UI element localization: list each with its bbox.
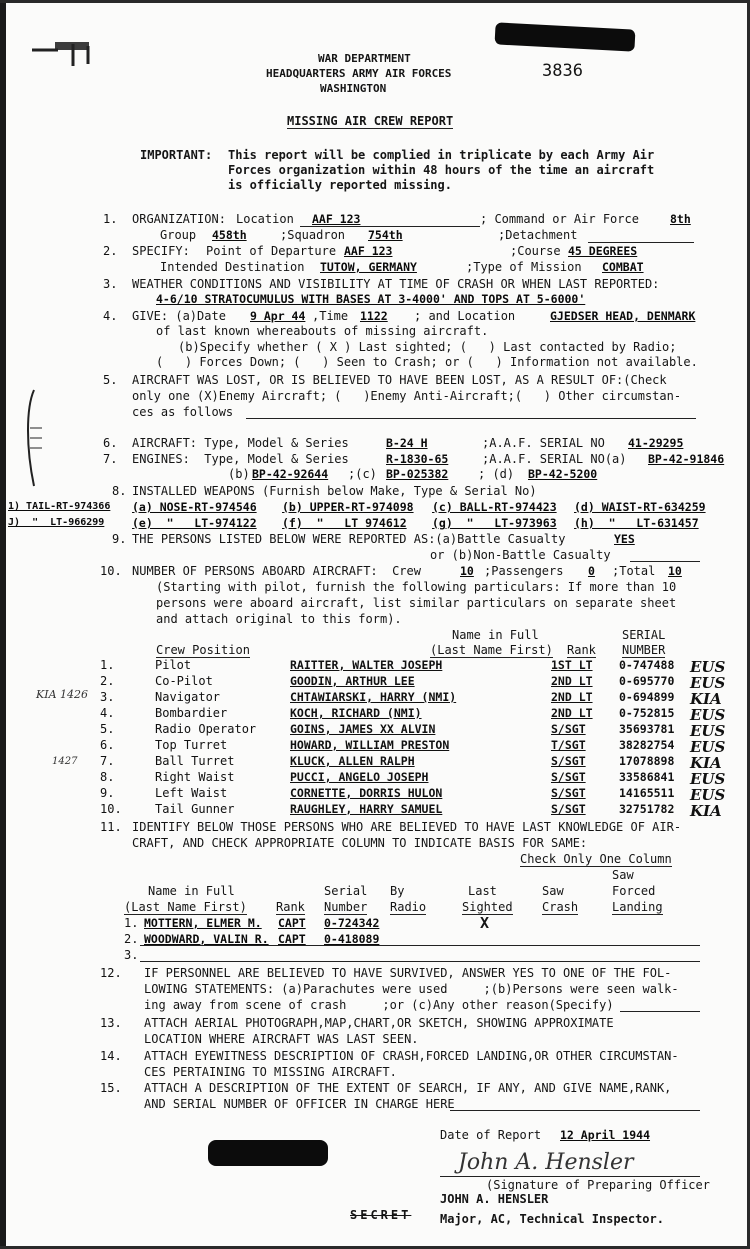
- item2-dest-label: Intended Destination: [160, 260, 305, 274]
- w-header-sighted-1: Last: [468, 884, 497, 898]
- crew-status: EUS: [690, 738, 726, 756]
- dept-heading: WAR DEPARTMENT: [318, 52, 411, 65]
- crew-header-name-1: Name in Full: [452, 628, 539, 642]
- crew-rank: S/SGT: [551, 754, 586, 768]
- item-number-10: 10.: [100, 564, 122, 578]
- important-line-2: Forces organization within 48 hours of the time an aircraft: [228, 163, 655, 177]
- hq-heading: HEADQUARTERS ARMY AIR FORCES: [266, 67, 452, 80]
- item12-line-1: IF PERSONNEL ARE BELIEVED TO HAVE SURVIVED, ANSWER YES TO ONE OF THE FOL-: [144, 966, 672, 980]
- item-number-14: 14.: [100, 1049, 122, 1063]
- crew-status: EUS: [690, 786, 726, 804]
- item9-line-2: or (b)Non-Battle Casualty: [430, 548, 611, 562]
- crew-row-number: 1.: [100, 658, 115, 672]
- w-header-serial-1: Serial: [324, 884, 368, 898]
- crew-position: Tail Gunner: [155, 802, 235, 816]
- crew-serial: 38282754: [619, 738, 675, 752]
- item3-label: WEATHER CONDITIONS AND VISIBILITY AT TIME OF CRASH OR WHEN LAST REPORTED:: [132, 277, 660, 291]
- witness-name: MOTTERN, ELMER M.: [144, 916, 262, 930]
- crew-serial: 0-695770: [619, 674, 675, 688]
- crew-position: Pilot: [155, 658, 192, 672]
- redaction-mark-top-right: [495, 22, 636, 51]
- crew-row: [0, 786, 750, 802]
- item10-pass-label: ;Passengers: [484, 564, 564, 578]
- item5-line-1: AIRCRAFT WAS LOST, OR IS BELIEVED TO HAVE BEEN LOST, AS A RESULT OF:(Check: [132, 373, 667, 387]
- item7-c-label: ;(c): [348, 467, 377, 481]
- city-heading: WASHINGTON: [320, 82, 387, 95]
- crew-row-number: 3.: [100, 690, 115, 704]
- important-label: IMPORTANT:: [140, 148, 213, 162]
- item9-battle-value: YES: [614, 532, 635, 546]
- w-header-forced-1: Forced: [612, 884, 656, 898]
- crew-status: EUS: [690, 706, 726, 724]
- item1-detachment-rule: [588, 242, 694, 243]
- crew-serial: 35693781: [619, 722, 675, 736]
- crew-status: EUS: [690, 658, 726, 676]
- crew-rank: 1ST LT: [551, 658, 593, 672]
- item13-line-1: ATTACH AERIAL PHOTOGRAPH,MAP,CHART,OR SKETCH, SHOWING APPROXIMATE: [144, 1016, 614, 1030]
- file-number: 3836: [542, 61, 583, 81]
- item15-officer-rule: [450, 1110, 700, 1111]
- item7-b-label: (b): [228, 467, 250, 481]
- item10-total-label: ;Total: [612, 564, 656, 578]
- crew-position: Co-Pilot: [155, 674, 213, 688]
- witness-sighted-mark: X: [480, 914, 490, 932]
- item4-line-2: of last known whereabouts of missing aircraft.: [156, 324, 489, 338]
- weapon-tail-2: J) " LT-966299: [8, 517, 105, 528]
- witness-rule-3: [140, 961, 700, 962]
- item11-line-2: CRAFT, AND CHECK APPROPRIATE COLUMN TO INDICATE BASIS FOR SAME:: [132, 836, 588, 850]
- report-title: MISSING AIR CREW REPORT: [287, 114, 454, 128]
- item2-label: SPECIFY:: [132, 244, 190, 258]
- weapon-e: (e) " LT-974122: [132, 516, 257, 530]
- crew-serial: 32751782: [619, 802, 675, 816]
- date-of-report-value: 12 April 1944: [560, 1128, 651, 1142]
- crew-position: Navigator: [155, 690, 221, 704]
- w-header-serial-2: Number: [324, 900, 368, 914]
- signature-rule: [440, 1176, 700, 1177]
- w-header-name-2: (Last Name First): [124, 900, 247, 914]
- item7-serial-a: BP-42-91846: [648, 452, 725, 466]
- item2-mission-value: COMBAT: [602, 260, 644, 274]
- witness-number: 1.: [124, 916, 139, 930]
- margin-note-kia: KIA 1426: [36, 688, 88, 701]
- item9-nonbattle-rule: [630, 561, 700, 562]
- item-number-9: 9.: [112, 532, 127, 546]
- item15-line-1: ATTACH A DESCRIPTION OF THE EXTENT OF SEARCH, IF ANY, AND GIVE NAME,RANK,: [144, 1081, 672, 1095]
- w-header-sighted-2: Sighted: [462, 900, 513, 914]
- top-left-mark-icon: [28, 40, 98, 70]
- crew-row: [0, 754, 750, 770]
- item-number-12: 12.: [100, 966, 122, 980]
- item1-command-label: ; Command or Air Force: [480, 212, 639, 226]
- crew-name: CHTAWIARSKI, HARRY (NMI): [290, 690, 457, 704]
- crew-name: HOWARD, WILLIAM PRESTON: [290, 738, 450, 752]
- crew-name: GOINS, JAMES XX ALVIN: [290, 722, 436, 736]
- item2-course-value: 45 DEGREES: [568, 244, 638, 258]
- important-line-1: This report will be complied in triplicate by each Army Air: [228, 148, 655, 162]
- w-header-crash-2: Crash: [542, 900, 579, 914]
- item4-location-label: ; and Location: [414, 309, 516, 323]
- item4-line-4: ( ) Forces Down; ( ) Seen to Crash; or ( ) Information not available.: [156, 355, 698, 369]
- crew-rank: 2ND LT: [551, 690, 593, 704]
- crew-row: [0, 738, 750, 754]
- witness-rank: CAPT: [278, 932, 306, 946]
- item4-date-value: 9 Apr 44: [250, 309, 306, 323]
- scan-edge-top: [0, 0, 750, 3]
- crew-row: [0, 690, 750, 706]
- crew-row-number: 6.: [100, 738, 115, 752]
- item6-serial-value: 41-29295: [628, 436, 684, 450]
- weapon-b: (b) UPPER-RT-974098: [282, 500, 414, 514]
- weapon-c: (c) BALL-RT-974423: [432, 500, 557, 514]
- item11-check-column: Check Only One Column: [520, 852, 672, 866]
- crew-rank: T/SGT: [551, 738, 586, 752]
- item7-serial-b: BP-42-92644: [252, 467, 329, 481]
- crew-row-number: 7.: [100, 754, 115, 768]
- item10-line-4: and attach original to this form).: [156, 612, 402, 626]
- w-header-forced-2: Landing: [612, 900, 663, 914]
- item5-line-2: only one (X)Enemy Aircraft; ( )Enemy Anti-Aircraft;( ) Other circumstan-: [132, 389, 682, 403]
- item1-label: ORGANIZATION:: [132, 212, 226, 226]
- item3-weather-value: 4-6/10 STRATOCUMULUS WITH BASES AT 3-4000' AND TOPS AT 5-6000': [156, 292, 586, 306]
- signature-caption: (Signature of Preparing Officer: [486, 1178, 710, 1192]
- officer-signature: John A. Hensler: [458, 1150, 634, 1175]
- item-number-6: 6.: [103, 436, 118, 450]
- item2-mission-label: ;Type of Mission: [466, 260, 582, 274]
- crew-row: [0, 674, 750, 690]
- item2-departure-label: Point of Departure: [206, 244, 337, 258]
- item7-serial-c: BP-025382: [386, 467, 449, 481]
- secret-stamp: SECRET: [350, 1208, 412, 1222]
- crew-name: RAITTER, WALTER JOSEPH: [290, 658, 443, 672]
- crew-row-number: 4.: [100, 706, 115, 720]
- item4-line-3: (b)Specify whether ( X ) Last sighted; ( ) Last contacted by Radio;: [178, 340, 677, 354]
- item15-line-2: AND SERIAL NUMBER OF OFFICER IN CHARGE HERE: [144, 1097, 455, 1111]
- crew-serial: 17078898: [619, 754, 675, 768]
- crew-header-rank: Rank: [567, 643, 596, 657]
- item10-line-2: (Starting with pilot, furnish the following particulars: If more than 10: [156, 580, 677, 594]
- item1-squadron-label: ;Squadron: [280, 228, 346, 242]
- item-number-5: 5.: [103, 373, 118, 387]
- item5-line-3: ces as follows: [132, 405, 234, 419]
- crew-row-number: 2.: [100, 674, 115, 688]
- w-header-rank: Rank: [276, 900, 305, 914]
- redaction-mark-bottom-left: [208, 1140, 328, 1166]
- item6-serial-label: ;A.A.F. SERIAL NO: [482, 436, 605, 450]
- crew-rank: S/SGT: [551, 786, 586, 800]
- crew-position: Ball Turret: [155, 754, 235, 768]
- item11-line-1: IDENTIFY BELOW THOSE PERSONS WHO ARE BELIEVED TO HAVE LAST KNOWLEDGE OF AIR-: [132, 820, 682, 834]
- item2-departure-value: AAF 123: [344, 244, 393, 258]
- witness-rank: CAPT: [278, 916, 306, 930]
- item1-location-label: Location: [236, 212, 294, 226]
- crew-header-position: Crew Position: [156, 643, 250, 657]
- weapon-h: (h) " LT-631457: [574, 516, 699, 530]
- weapon-f: (f) " LT 974612: [282, 516, 407, 530]
- witness-serial: 0-418089: [324, 932, 380, 946]
- item-number-2: 2.: [103, 244, 118, 258]
- item7-type-value: R-1830-65: [386, 452, 449, 466]
- weapon-tail-1: 1) TAIL-RT-974366: [8, 501, 111, 512]
- item5-circumstances-rule: [246, 418, 696, 419]
- crew-row: [0, 802, 750, 818]
- item10-total-value: 10: [668, 564, 682, 578]
- w-header-name-1: Name in Full: [148, 884, 235, 898]
- crew-rank: S/SGT: [551, 802, 586, 816]
- item10-crew-value: 10: [460, 564, 474, 578]
- scan-edge-left: [0, 0, 6, 1249]
- weapon-d: (d) WAIST-RT-634259: [574, 500, 706, 514]
- item6-type-value: B-24 H: [386, 436, 428, 450]
- crew-row-number: 10.: [100, 802, 122, 816]
- item-number-3: 3.: [103, 277, 118, 291]
- item13-line-2: LOCATION WHERE AIRCRAFT WAS LAST SEEN.: [144, 1032, 419, 1046]
- crew-rank: S/SGT: [551, 770, 586, 784]
- crew-position: Top Turret: [155, 738, 228, 752]
- item-number-15: 15.: [100, 1081, 122, 1095]
- crew-header-serial-1: SERIAL: [622, 628, 666, 642]
- item12-specify-rule: [620, 1011, 700, 1012]
- w-header-crash-1: Saw: [542, 884, 564, 898]
- item7-serial-d: BP-42-5200: [528, 467, 598, 481]
- item10-pass-value: 0: [588, 564, 595, 578]
- item4-location-value: GJEDSER HEAD, DENMARK: [550, 309, 696, 323]
- crew-rank: 2ND LT: [551, 706, 593, 720]
- crew-header-name-2: (Last Name First): [430, 643, 553, 657]
- crew-serial: 0-747488: [619, 658, 675, 672]
- crew-position: Right Waist: [155, 770, 235, 784]
- witness-number: 2.: [124, 932, 139, 946]
- crew-row-number: 8.: [100, 770, 115, 784]
- item1-location-rule: [300, 226, 480, 227]
- item-number-8: 8.: [112, 484, 127, 498]
- w-header-forced-0: Saw: [612, 868, 634, 882]
- item-number-4: 4.: [103, 309, 118, 323]
- crew-row: [0, 722, 750, 738]
- w-header-radio-2: Radio: [390, 900, 427, 914]
- weapon-g: (g) " LT-973963: [432, 516, 557, 530]
- officer-name: JOHN A. HENSLER: [440, 1192, 549, 1206]
- crew-name: KOCH, RICHARD (NMI): [290, 706, 422, 720]
- item1-command-value: 8th: [670, 212, 691, 226]
- item2-course-label: ;Course: [510, 244, 561, 258]
- crew-row: [0, 706, 750, 722]
- item7-serial-label: ;A.A.F. SERIAL NO(a): [482, 452, 627, 466]
- item12-line-3: ing away from scene of crash ;or (c)Any other reason(Specify): [144, 998, 614, 1012]
- crew-status: KIA: [690, 802, 722, 820]
- crew-position: Radio Operator: [155, 722, 257, 736]
- crew-row-number: 5.: [100, 722, 115, 736]
- witness-row: [0, 916, 750, 932]
- crew-header-serial-2: NUMBER: [622, 643, 666, 657]
- item1-location-value: AAF 123: [312, 212, 361, 226]
- weapon-a: (a) NOSE-RT-974546: [132, 500, 257, 514]
- crew-serial: 14165511: [619, 786, 675, 800]
- item-number-1: 1.: [103, 212, 118, 226]
- item14-line-2: CES PERTAINING TO MISSING AIRCRAFT.: [144, 1065, 397, 1079]
- item4-time-label: ,Time: [312, 309, 349, 323]
- item1-squadron-value: 754th: [368, 228, 403, 242]
- item2-dest-value: TUTOW, GERMANY: [320, 260, 417, 274]
- crew-status: EUS: [690, 722, 726, 740]
- item9-line-1: THE PERSONS LISTED BELOW WERE REPORTED AS:(a)Battle Casualty: [132, 532, 566, 546]
- crew-name: PUCCI, ANGELO JOSEPH: [290, 770, 429, 784]
- officer-title: Major, AC, Technical Inspector.: [440, 1212, 664, 1226]
- item1-detachment-label: ;Detachment: [498, 228, 578, 242]
- important-line-3: is officially reported missing.: [228, 178, 452, 192]
- margin-note-1427: 1427: [52, 756, 78, 767]
- crew-name: KLUCK, ALLEN RALPH: [290, 754, 415, 768]
- crew-row: [0, 658, 750, 674]
- witness-number: 3.: [124, 948, 139, 962]
- item8-label: INSTALLED WEAPONS (Furnish below Make, Type & Serial No): [132, 484, 537, 498]
- item10-line-3: persons were aboard aircraft, list similar particulars on separate sheet: [156, 596, 677, 610]
- crew-name: GOODIN, ARTHUR LEE: [290, 674, 415, 688]
- crew-rank: 2ND LT: [551, 674, 593, 688]
- item-number-13: 13.: [100, 1016, 122, 1030]
- witness-serial: 0-724342: [324, 916, 380, 930]
- crew-status: KIA: [690, 690, 722, 708]
- crew-row: [0, 770, 750, 786]
- item1-group-value: 458th: [212, 228, 247, 242]
- item14-line-1: ATTACH EYEWITNESS DESCRIPTION OF CRASH,FORCED LANDING,OR OTHER CIRCUMSTAN-: [144, 1049, 679, 1063]
- crew-row-number: 9.: [100, 786, 115, 800]
- item4-label: GIVE: (a)Date: [132, 309, 226, 323]
- crew-rank: S/SGT: [551, 722, 586, 736]
- crew-status: KIA: [690, 754, 722, 772]
- item7-d-label: ; (d): [478, 467, 515, 481]
- item4-time-value: 1122: [360, 309, 388, 323]
- item7-label: ENGINES: Type, Model & Series: [132, 452, 349, 466]
- item12-line-2: LOWING STATEMENTS: (a)Parachutes were used ;(b)Persons were seen walk-: [144, 982, 679, 996]
- crew-serial: 0-752815: [619, 706, 675, 720]
- item1-group-label: Group: [160, 228, 197, 242]
- date-of-report-label: Date of Report: [440, 1128, 542, 1142]
- item-number-7: 7.: [103, 452, 118, 466]
- w-header-radio-1: By: [390, 884, 405, 898]
- crew-serial: 0-694899: [619, 690, 675, 704]
- witness-rule-2: [140, 945, 700, 946]
- item6-label: AIRCRAFT: Type, Model & Series: [132, 436, 349, 450]
- crew-status: EUS: [690, 770, 726, 788]
- crew-name: CORNETTE, DORRIS HULON: [290, 786, 443, 800]
- witness-name: WOODWARD, VALIN R.: [144, 932, 269, 946]
- item10-label: NUMBER OF PERSONS ABOARD AIRCRAFT: Crew: [132, 564, 421, 578]
- margin-mark-icon: [22, 388, 46, 488]
- crew-status: EUS: [690, 674, 726, 692]
- crew-name: RAUGHLEY, HARRY SAMUEL: [290, 802, 443, 816]
- crew-serial: 33586841: [619, 770, 675, 784]
- crew-position: Left Waist: [155, 786, 228, 800]
- item-number-11: 11.: [100, 820, 122, 834]
- crew-position: Bombardier: [155, 706, 228, 720]
